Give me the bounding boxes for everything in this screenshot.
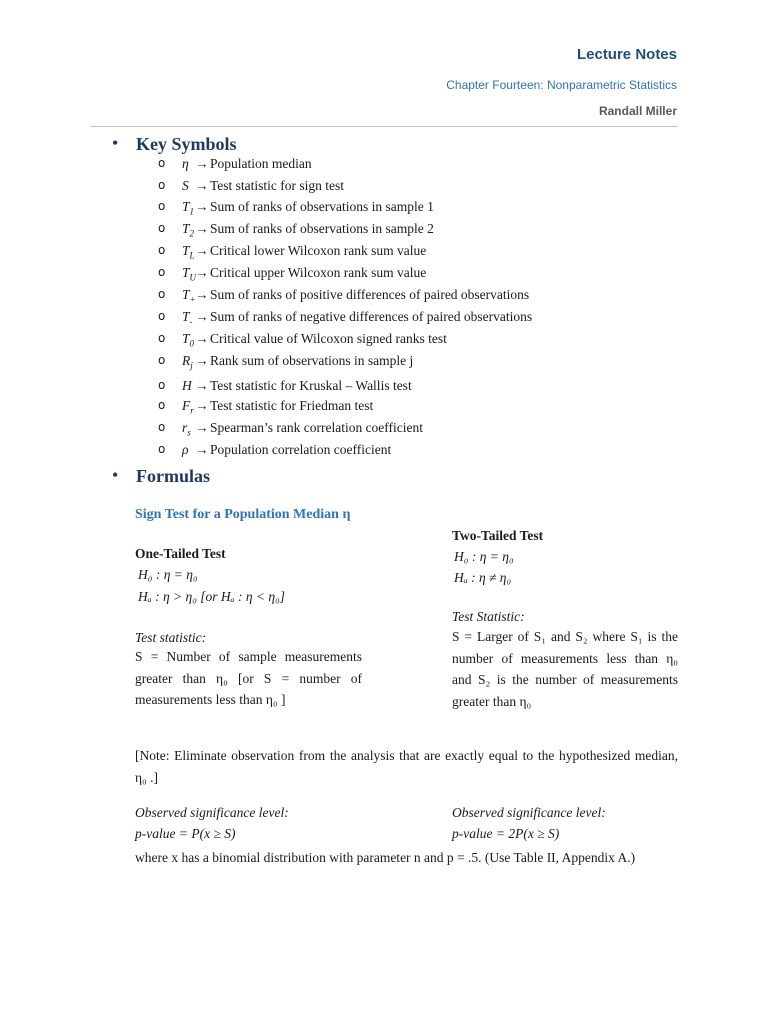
symbol: [182, 199, 194, 217]
section-bullet: •: [112, 133, 119, 153]
key-symbols-title: Key Symbols: [136, 134, 237, 154]
symbol: [182, 287, 196, 305]
one-tailed-p-value: p-value = P(x ≥ S): [135, 826, 236, 841]
symbol-subscript: L: [189, 250, 195, 261]
symbol-letter: T: [182, 265, 190, 280]
right-arrow-icon: →: [195, 378, 209, 393]
two-tailed-stat-text: [452, 626, 678, 712]
symbol: [182, 353, 193, 371]
right-arrow-icon: →: [195, 442, 209, 457]
symbol-description: Critical value of Wilcoxon signed ranks test: [210, 331, 447, 346]
symbol-description: Test statistic for Kruskal – Wallis test: [210, 378, 412, 393]
symbol-description: Population correlation coefficient: [210, 442, 392, 457]
symbol: [182, 156, 189, 174]
one-tailed-label: One-Tailed Test: [135, 546, 226, 561]
header-author: Randall Miller: [598, 104, 677, 118]
symbol-subscript: 0: [189, 338, 195, 349]
list-bullet-icon: o: [158, 442, 166, 456]
symbol-description: Sum of ranks of observations in sample 1: [210, 199, 434, 214]
header-title: Lecture Notes: [576, 46, 677, 63]
right-arrow-icon: →: [195, 265, 209, 280]
symbol-letter: ρ: [182, 442, 189, 457]
stat-line: measurements less than η₀ ]: [135, 692, 286, 707]
symbol-subscript: r: [190, 405, 194, 416]
right-arrow-icon: →: [195, 156, 209, 171]
formulas-title: Formulas: [136, 466, 210, 486]
right-arrow-icon: →: [195, 309, 209, 324]
list-bullet-icon: o: [158, 221, 166, 235]
right-arrow-icon: →: [195, 287, 209, 302]
symbol-subscript: U: [189, 272, 197, 283]
symbol-letter: T: [182, 243, 190, 258]
symbol-description: Critical lower Wilcoxon rank sum value: [210, 243, 427, 258]
symbol-letter: r: [182, 420, 188, 435]
one-tailed-alt-hypothesis: Hₐ : η > η₀ [or Hₐ : η < η₀]: [138, 589, 286, 604]
right-arrow-icon: →: [195, 221, 209, 236]
symbol-letter: T: [182, 287, 190, 302]
one-tailed-sig-label: Observed significance level:: [135, 805, 289, 820]
stat-line: greater than η₀: [452, 693, 532, 709]
symbol: [182, 221, 194, 239]
two-tailed-stat-label: Test Statistic:: [452, 609, 525, 624]
list-bullet-icon: o: [158, 199, 166, 213]
two-tailed-alt-hypothesis: Hₐ : η ≠ η₀: [454, 570, 512, 585]
symbol: [182, 265, 196, 283]
header-divider: [90, 126, 678, 127]
list-bullet-icon: o: [158, 309, 166, 323]
one-tailed-stat-text: [135, 646, 362, 711]
stat-line: S = Number of sample measurements: [135, 649, 362, 664]
two-tailed-sig-label: Observed significance level:: [452, 805, 606, 820]
symbol-description: Population median: [210, 156, 312, 171]
two-tailed-label: Two-Tailed Test: [452, 528, 544, 543]
symbol-description: Rank sum of observations in sample j: [210, 353, 414, 368]
symbol: [182, 178, 189, 196]
symbol-letter: T: [182, 331, 190, 346]
section-bullet: •: [112, 465, 119, 485]
symbol-letter: F: [182, 398, 191, 413]
stat-line: and S₂ is the number of measurements: [452, 672, 678, 687]
symbol-subscript: -: [189, 316, 193, 327]
symbol-letter: T: [182, 199, 190, 214]
one-tailed-stat-label: Test statistic:: [135, 630, 207, 645]
list-bullet-icon: o: [158, 265, 166, 279]
symbol-description: Sum of ranks of negative differences of paired observations: [210, 309, 533, 324]
right-arrow-icon: →: [195, 178, 209, 193]
symbol-letter: H: [182, 378, 192, 393]
symbol-description: Critical upper Wilcoxon rank sum value: [210, 265, 427, 280]
symbol-description: Sum of ranks of positive differences of paired observations: [210, 287, 530, 302]
right-arrow-icon: →: [195, 331, 209, 346]
two-tailed-p-value: p-value = 2P(x ≥ S): [452, 826, 560, 841]
symbol-letter: T: [182, 309, 190, 324]
symbol: [182, 398, 194, 416]
symbol: [182, 243, 195, 261]
symbol: [182, 442, 188, 460]
header-chapter: Chapter Fourteen: Nonparametric Statistics: [446, 78, 677, 92]
symbol: [182, 420, 191, 438]
note-line: η₀ .]: [135, 769, 159, 785]
stat-line: S = Larger of S₁ and S₂ where S₁ is the: [452, 629, 678, 644]
symbol-letter: S: [182, 178, 189, 193]
median-note: [135, 745, 678, 788]
symbol: [182, 309, 193, 327]
symbol-description: Test statistic for sign test: [210, 178, 345, 193]
right-arrow-icon: →: [195, 199, 209, 214]
symbol-description: Spearman’s rank correlation coefficient: [210, 420, 424, 435]
sign-test-heading: Sign Test for a Population Median η: [135, 507, 351, 522]
right-arrow-icon: →: [195, 353, 209, 368]
right-arrow-icon: →: [195, 243, 209, 258]
note-line: [Note: Eliminate observation from the analysis that are exactly equal to the hypothesized median,: [135, 748, 678, 763]
symbol-letter: T: [182, 221, 190, 236]
list-bullet-icon: o: [158, 243, 166, 257]
list-bullet-icon: o: [158, 287, 166, 301]
stat-line: greater than η₀ [or S = number of: [135, 670, 362, 686]
symbol-subscript: +: [189, 294, 196, 305]
stat-line: number of measurements less than η₀: [452, 650, 678, 666]
two-tailed-null-hypothesis: H₀ : η = η₀: [454, 549, 514, 564]
symbol-subscript: s: [187, 427, 191, 438]
symbol-letter: R: [182, 353, 191, 368]
symbol-description: Sum of ranks of observations in sample 2: [210, 221, 434, 236]
symbol-description: Test statistic for Friedman test: [210, 398, 374, 413]
right-arrow-icon: →: [195, 420, 209, 435]
symbol-letter: η: [182, 156, 189, 171]
binomial-note: where x has a binomial distribution with parameter n and p = .5. (Use Table II, Appendix A.): [135, 850, 636, 865]
list-bullet-icon: o: [158, 398, 166, 412]
symbol: [182, 378, 192, 396]
symbol-subscript: j: [190, 360, 193, 371]
list-bullet-icon: o: [158, 378, 166, 392]
list-bullet-icon: o: [158, 331, 166, 345]
symbol-subscript: 2: [189, 228, 195, 239]
one-tailed-null-hypothesis: H₀ : η = η₀: [138, 567, 198, 582]
list-bullet-icon: o: [158, 156, 166, 170]
list-bullet-icon: o: [158, 420, 166, 434]
symbol-subscript: 1: [189, 206, 195, 217]
list-bullet-icon: o: [158, 353, 166, 367]
right-arrow-icon: →: [195, 398, 209, 413]
symbol: [182, 331, 194, 349]
list-bullet-icon: o: [158, 178, 166, 192]
